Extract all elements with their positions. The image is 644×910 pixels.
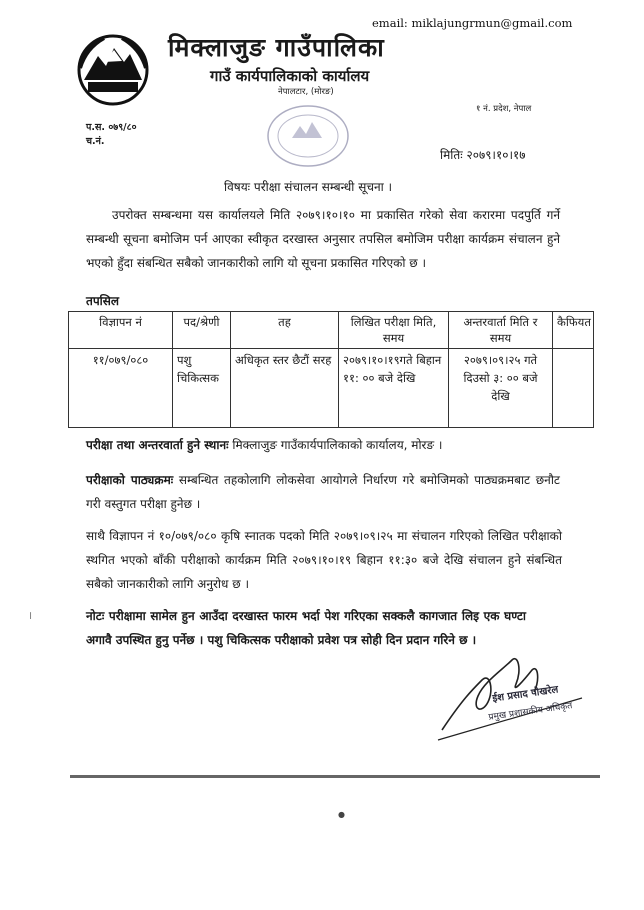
col-header-advert-no: विज्ञापन नं xyxy=(69,312,173,349)
office-name: मिक्लाजुङ गाउँपालिका xyxy=(168,33,385,62)
col-header-interview: अन्तरवार्ता मिति र समय xyxy=(449,312,553,349)
note-paragraph: नोटः परीक्षामा सामेल हुन आउँदा दरखास्त फारम भर्दा पेश गरिएका सक्कलै कागजात लिइ एक घण्टा अगावै उपस्थित हुनु पर्नेछ । पशु चिकित्सक परीक्षाको प्रवेश पत्र सोही दिन प्रदान गरिने छ । xyxy=(86,609,526,647)
email-address: email: miklajungrmun@gmail.com xyxy=(372,16,573,30)
office-address: नेपालटार, (मोरङ) xyxy=(278,87,334,97)
footer-divider xyxy=(70,775,600,778)
syllabus-paragraph xyxy=(86,468,560,516)
province-label: १ नं. प्रदेश, नेपाल xyxy=(476,104,532,114)
footer-dot: ● xyxy=(338,810,345,819)
cell-advert-no: ११/०७९/०८० xyxy=(69,349,173,428)
syllabus-value: सम्बन्धित तहकोलागि लोकसेवा आयोगले निर्धारण गरे बमोजिमको पाठ्यक्रमबाट छनौट गरी वस्तुगत परीक्षा हुनेछ । xyxy=(86,473,560,511)
col-header-level: तह xyxy=(231,312,339,349)
cell-level: अधिकृत स्तर छैटौं सरह xyxy=(231,349,339,428)
reference-number: प.स. ०७९/८० xyxy=(86,122,137,133)
postponed-exam-paragraph: साथै विज्ञापन नं १०/०७९/०८० कृषि स्नातक पदको मिति २०७९।०९।२५ मा संचालन गरिएको लिखित परीक्षाको स्थगित भएको बाँकी परीक्षाको कार्यक्रम मिति २०७९।१०।१९ बिहान ११:३० बजे देखि संचालन हुने संबन्धित सबैको जानकारीको लागि अनुरोध छ । xyxy=(86,529,562,591)
cell-written-exam: २०७९।१०।१९गते बिहान ११: ०० बजे देखि xyxy=(339,349,449,428)
col-header-remarks: कैफियत xyxy=(553,312,594,349)
details-heading: तपसिल xyxy=(86,294,120,308)
signatory-title: प्रमुख प्रशासकीय अधिकृत xyxy=(487,701,573,723)
venue-label: परीक्षा तथा अन्तरवार्ता हुने स्थानः xyxy=(86,438,229,452)
signatory-name: ईश प्रसाद पोखरेल xyxy=(491,684,559,705)
table-row xyxy=(69,349,594,428)
table-header-row xyxy=(69,312,594,349)
exam-schedule-table xyxy=(68,311,594,428)
subject-line: विषयः परीक्षा संचालन सम्बन्धी सूचना । xyxy=(224,180,393,194)
emblem-logo xyxy=(74,28,152,108)
cell-remarks xyxy=(553,349,594,428)
cell-interview: २०७९।०९।२५ गते दिउसो ३: ०० बजे देखि xyxy=(449,349,553,428)
cell-post: पशु चिकित्सक xyxy=(173,349,231,428)
margin-mark: । xyxy=(28,609,33,622)
dispatch-number: च.नं. xyxy=(86,136,105,147)
intro-paragraph: उपरोक्त सम्बन्धमा यस कार्यालयले मिति २०७९।१०।१० मा प्रकासित गरेको सेवा करारमा पदपुर्ति गर्ने सम्बन्धी सूचना बमोजिम पर्न आएका स्वीकृत दरखास्त अनुसार तपसिल बमोजिम परीक्षा कार्यक्रम संचालन हुने भएको हुँदा संबन्धित सबैको जानकारीको लागि यो सूचना प्रकासित गरिएको छ । xyxy=(86,208,560,270)
col-header-written-exam: लिखित परीक्षा मिति, समय xyxy=(339,312,449,349)
office-subtitle: गाउँ कार्यपालिकाको कार्यालय xyxy=(210,67,370,85)
exam-venue xyxy=(86,436,442,453)
office-stamp xyxy=(262,98,354,174)
syllabus-label: परीक्षाको पाठ्यक्रमः xyxy=(86,473,174,487)
document-date: मितिः २०७९।१०।१७ xyxy=(440,148,526,162)
venue-value: मिक्लाजुङ गाउँकार्यपालिकाको कार्यालय, मोरङ । xyxy=(232,438,443,452)
col-header-post: पद/श्रेणी xyxy=(173,312,231,349)
